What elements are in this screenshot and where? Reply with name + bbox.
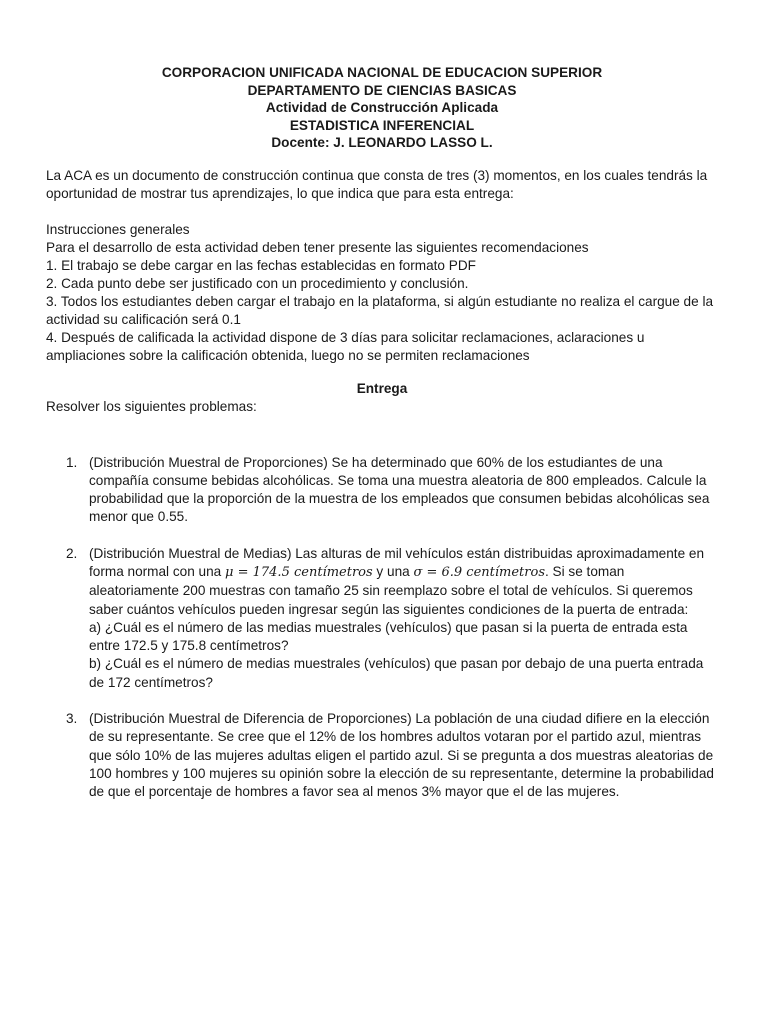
instructions-lead: Para el desarrollo de esta actividad deben tener presente las siguientes recomendaciones bbox=[46, 239, 589, 255]
problem-text: . Si se toman aleatoriamente 200 muestras con tamaño 25 sin reemplazo sobre el total de vehículos. Si queremos saber cuántos vehículos pueden ingresar según las siguientes condiciones de la puerta de entrada: bbox=[89, 563, 693, 617]
problem-text: (Distribución Muestral de Diferencia de Proporciones) La población de una ciudad difiere en la elección de su representante. Se cree que el 12% de los hombres adultos votaran por el partido azul, mientras que sólo 10% de las mujeres adultas eligen el partido azul. Si se pregunta a dos muestras aleatorias de 100 hombres y 100 mujeres su opinión sobre la elección de su representante, determine la probabilidad de que el porcentaje de hombres a favor sea al menos 3% mayor que el de las mujeres. bbox=[89, 711, 714, 800]
problem-number: 3. bbox=[66, 711, 78, 727]
sub-question-a: a) ¿Cuál es el número de las medias muestrales (vehículos) que pasan si la puerta de entrada esta entre 172.5 y 175.8 centímetros? bbox=[89, 619, 688, 654]
entrega-lead: Resolver los siguientes problemas: bbox=[46, 398, 257, 414]
problem-text: (Distribución Muestral de Proporciones) Se ha determinado que 60% de los estudiantes de una compañía consume bebidas alcohólicas. Se toma una muestra aleatoria de 800 empleados. Calcule la probabilidad que la proporción de la muestra de los empleados que consumen bebidas alcohólicas sea menor que 0.55. bbox=[89, 454, 710, 525]
course-name: ESTADISTICA INFERENCIAL bbox=[289, 117, 475, 133]
instructions-section bbox=[46, 221, 718, 365]
problem-number: 1. bbox=[66, 454, 78, 470]
activity-title: Actividad de Construcción Aplicada bbox=[265, 100, 499, 115]
instructions-title: Instrucciones generales bbox=[46, 221, 190, 237]
instruction-item: 3. Todos los estudiantes deben cargar el trabajo en la plataforma, si algún estudiante no realiza el cargue de la actividad su calificación será 0.1 bbox=[46, 293, 714, 327]
mu-formula: μ = 174.5 centímetros bbox=[225, 564, 373, 580]
instruction-item: 2. Cada punto debe ser justificado con un procedimiento y conclusión. bbox=[46, 275, 469, 291]
problem-item bbox=[46, 454, 718, 527]
entrega-heading: Entrega bbox=[356, 380, 408, 396]
instruction-item: 4. Después de calificada la actividad dispone de 3 días para solicitar reclamaciones, aclaraciones u ampliaciones sobre la calificación obtenida, luego no se permiten reclamaciones bbox=[46, 329, 645, 363]
teacher-name: Docente: J. LEONARDO LASSO L. bbox=[271, 135, 493, 150]
instruction-item: 1. El trabajo se debe cargar en las fechas establecidas en formato PDF bbox=[46, 257, 476, 273]
sub-question-b: b) ¿Cuál es el número de medias muestrales (vehículos) que pasan por debajo de una puerta entrada de 172 centímetros? bbox=[89, 656, 704, 690]
problem-number: 2. bbox=[66, 545, 78, 561]
problem-item bbox=[46, 710, 718, 801]
problem-text: y una bbox=[372, 563, 414, 579]
problem-list bbox=[46, 454, 718, 802]
problem-text: (Distribución Muestral de Medias) Las alturas de mil vehículos están distribuidas aproximadamente en forma normal con una bbox=[89, 545, 705, 579]
sigma-formula: σ = 6.9 centímetros bbox=[413, 564, 545, 580]
institution-name: CORPORACION UNIFICADA NACIONAL DE EDUCACION SUPERIOR bbox=[161, 65, 603, 80]
department-name: DEPARTAMENTO DE CIENCIAS BASICAS bbox=[247, 82, 517, 98]
intro-paragraph: La ACA es un documento de construcción continua que consta de tres (3) momentos, en los cuales tendrás la oportunidad de mostrar tus aprendizajes, lo que indica que para esta entrega: bbox=[46, 167, 708, 201]
problem-body bbox=[89, 545, 718, 692]
problem-item bbox=[46, 545, 718, 692]
document-header bbox=[46, 64, 718, 152]
